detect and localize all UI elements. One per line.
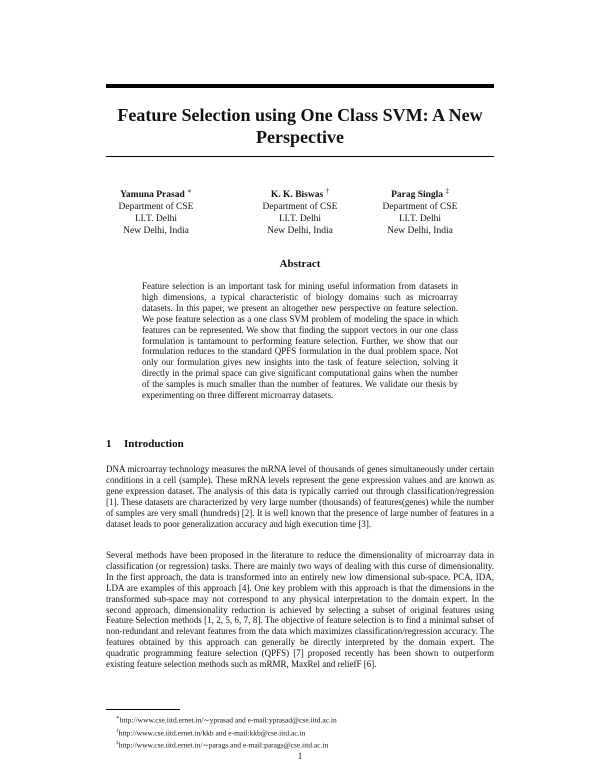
author-1: Yamuna Prasad ∗ Department of CSE I.I.T. Delhi New Delhi, India	[118, 187, 194, 237]
abstract-heading: Abstract	[279, 258, 321, 270]
footnote: ∗http://www.cse.iitd.ernet.in/∼yprasad and e-mail:yprasad@cse.iitd.ac.in	[116, 715, 337, 725]
footnote-rule	[106, 709, 180, 710]
footnotes	[116, 713, 496, 751]
abstract-text: Feature selection is an important task for mining useful information from datasets in high dimensions, a typical characteristic of biology domains such as microarray datasets. In this paper, we present an altogether new perspective on feature selection. We pose feature selection as a one class SVM problem of modeling the space in which features can be represented. We show that finding the support vectors in our one class formulation is tantamount to performing feature selection. Further, we show that our formulation reduces to the standard QPFS formulation in the dual problem space. Not only our formulation gives new insights into the task of feature selection, solving it directly in the primal space can give significant computational gains when the number of the samples is much smaller than the number of features. We validate our thesis by experimenting on three different microarray datasets.	[142, 281, 458, 401]
title-bottom-rule	[106, 156, 494, 157]
footnote: ‡http://www.cse.iitd.ernet.in/∼parags and e-mail:parags@cse.iitd.ac.in	[116, 740, 329, 750]
author-3: Parag Singla ‡ Department of CSE I.I.T. Delhi New Delhi, India	[382, 187, 458, 237]
section-number: 1	[106, 438, 112, 450]
intro-paragraph-1: DNA microarray technology measures the mRNA level of thousands of genes simultaneously under certain conditions in a cell (sample). These mRNA levels represent the gene expression values and are known as gene expression dataset. The analysis of this data is typically carried out through classification/regression [1]. These datasets are characterized by very large number (thousands) of features(genes) while the number of samples are very small (hundreds) [2]. It is well known that the presence of large number of features in a dataset leads to poor generalization accuracy and high execution time [3].	[106, 464, 494, 529]
paper-title: Feature Selection using One Class SVM: A New Perspective	[117, 105, 483, 147]
section-heading	[106, 438, 184, 450]
intro-paragraph-2: Several methods have been proposed in the literature to reduce the dimensionality of microarray data in classification (or regression) tasks. There are mainly two ways of dealing with this curse of dimensionality. In the first approach, the data is transformed into an entirely new low dimensional sub-space. PCA, IDA, LDA are examples of this approach [4]. One key problem with this approach is that the dimensions in the transformed sub-space may not correspond to any physical interpretation to the domain expert. In the second approach, dimensionality reduction is achieved by selecting a subset of original features using Feature Selection methods [1, 2, 5, 6, 7, 8]. The objective of feature selection is to find a minimal subset of non-redundant and relevant features from the data which maximizes classification/regression accuracy. The features obtained by this approach can generally be directly interpreted by the domain expert. The quadratic programming feature selection (QPFS) [7] proposed recently has been shown to outperform existing feature selection methods such as mRMR, MaxRel and reliefF [6].	[106, 550, 494, 670]
author-2: K. K. Biswas † Department of CSE I.I.T. Delhi New Delhi, India	[262, 187, 338, 237]
page-number: 1	[297, 751, 303, 761]
title-top-rule	[106, 84, 494, 88]
section-title: Introduction	[124, 438, 184, 450]
footnote: †http://www.cse.iitd.ernet.in/kkb and e-mail:kkb@cse.iitd.ac.in	[116, 727, 306, 737]
